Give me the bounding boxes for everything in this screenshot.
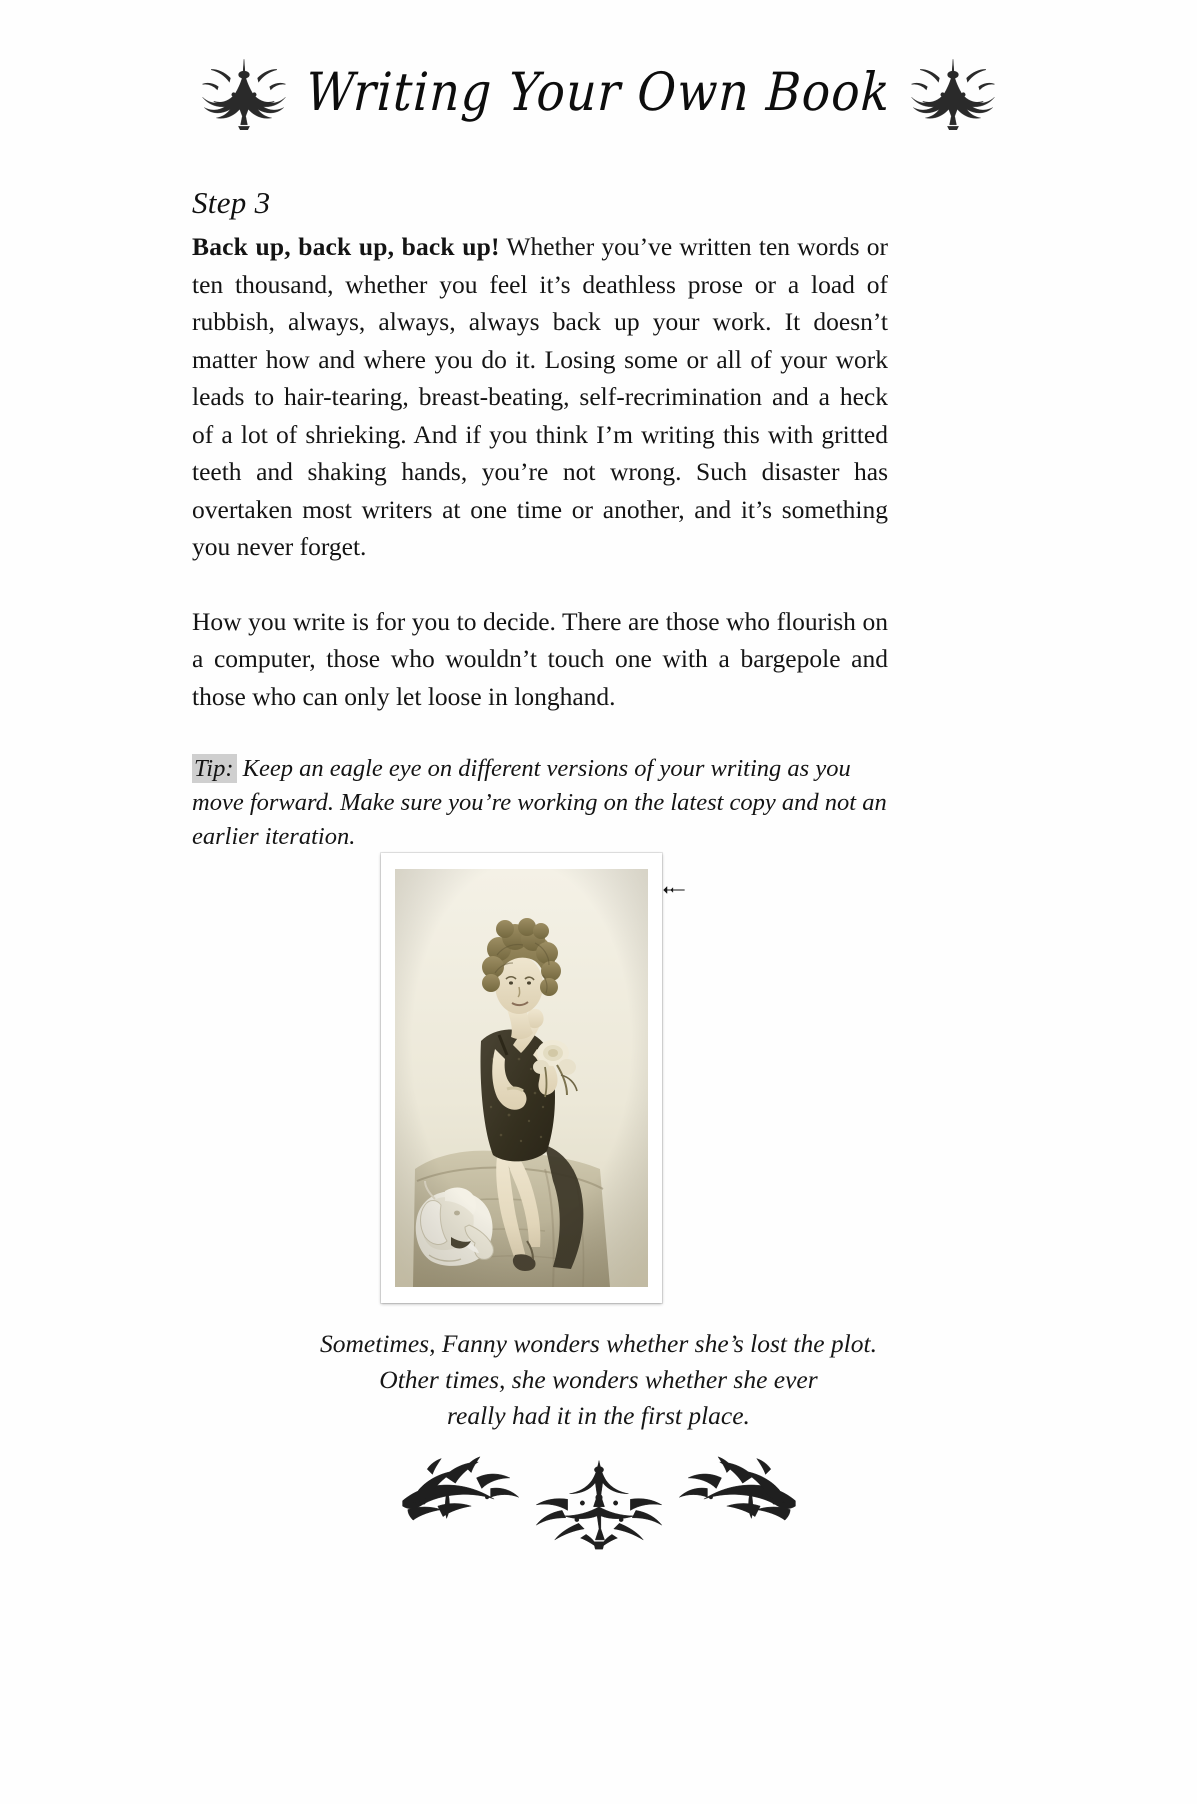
paragraph-backup: [192, 228, 888, 566]
floral-flourish-ornament-right: [901, 54, 1005, 130]
paragraph-lead-in: Back up, back up, back up!: [192, 232, 500, 262]
page-footer: [0, 1455, 1197, 1551]
photo-frame: [381, 853, 662, 1303]
photo-caption: [0, 1326, 1197, 1434]
step-heading: Step 3: [192, 185, 271, 220]
paragraph-spacer: [192, 566, 888, 603]
page-content: [192, 186, 888, 854]
tip-text: Keep an eagle eye on different versions of your writing as you move forward. Make sure you’re working on the latest copy and not an earlier iteration.: [192, 755, 887, 851]
tip-callout: [192, 752, 888, 854]
caption-line-2: Other times, she wonders whether she ever: [379, 1365, 818, 1394]
paragraph-backup-body: Whether you’ve written ten words or ten thousand, whether you feel it’s deathless prose or a load of rubbish, always, always, always back up your work. It doesn’t matter how and where you do it. Losing some or all of your work leads to hair-tearing, breast-beating, self-recrimination and a heck of a lot of shrieking. And if you think I’m writing this with gritted teeth and shaking hands, you’re not wrong. Such disaster has overtaken most writers at one time or another, and it’s something you never forget.: [192, 232, 888, 562]
page-header: [0, 46, 1197, 138]
photo-image: [395, 869, 648, 1287]
caption-line-1: Sometimes, Fanny wonders whether she’s lost the plot.: [320, 1329, 877, 1358]
tip-spacer: [192, 715, 888, 752]
floral-flourish-ornament-left: [192, 54, 296, 130]
floral-corner-ornament-left: [392, 1455, 524, 1529]
paragraph-howyouwrite: How you write is for you to decide. There are those who flourish on a computer, those who wouldn’t touch one with a bargepole and those who can only let loose in longhand.: [192, 606, 888, 711]
page-title: Writing Your Own Book: [304, 61, 893, 123]
caption-line-3: really had it in the first place.: [447, 1401, 750, 1430]
floral-crest-ornament-center: [524, 1455, 674, 1551]
floral-corner-ornament-right: [674, 1455, 806, 1529]
tip-label: Tip:: [192, 754, 237, 783]
